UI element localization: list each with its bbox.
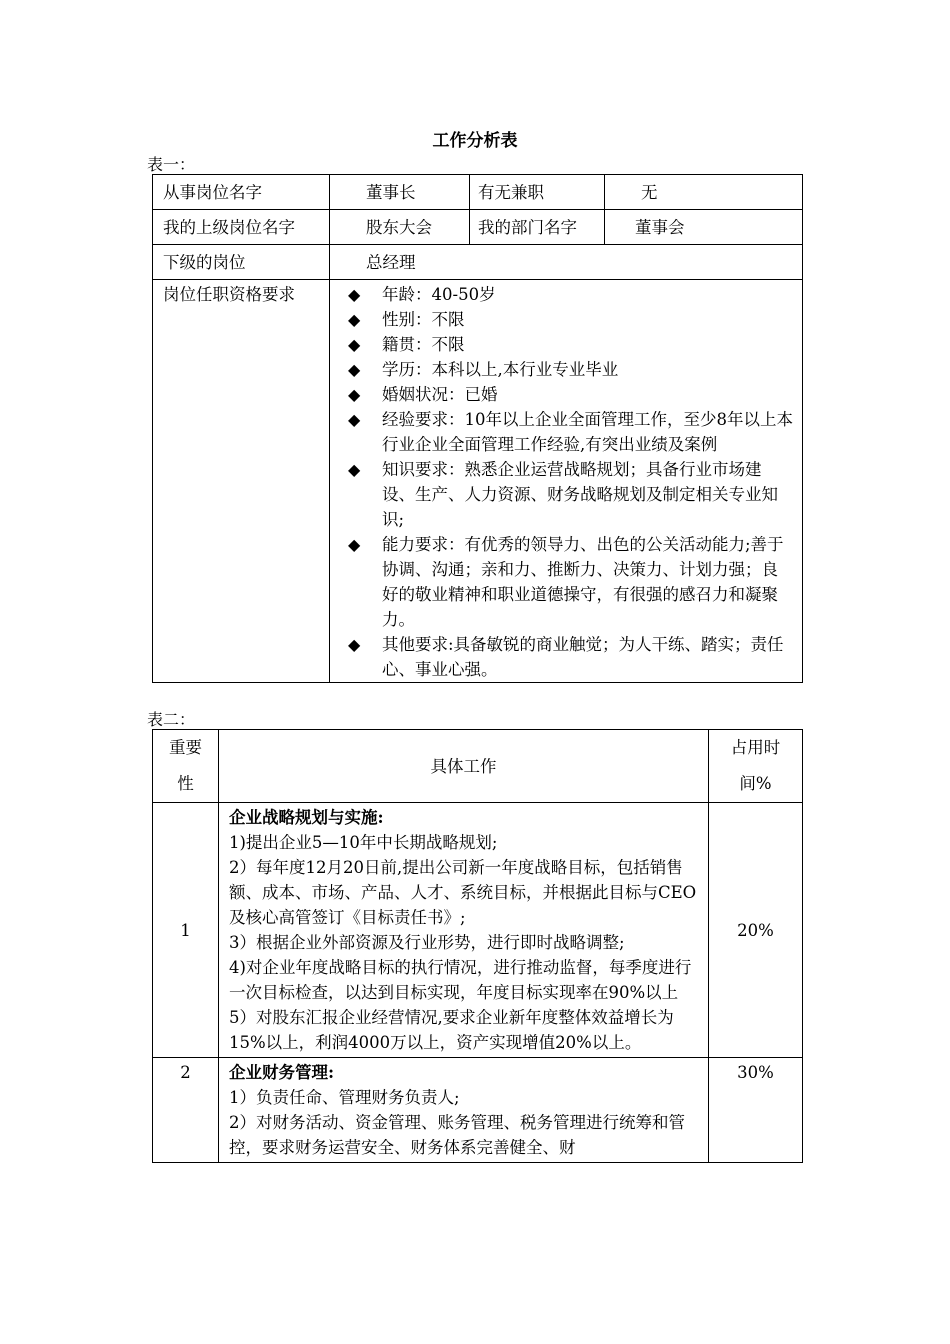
- diamond-bullet-icon: ◆: [348, 360, 361, 379]
- work-line: 1)提出企业5—10年中长期战略规划;: [229, 833, 498, 852]
- diamond-bullet-icon: ◆: [348, 635, 361, 654]
- importance-cell: 2: [153, 1058, 219, 1163]
- requirement-item: [348, 357, 794, 382]
- diamond-bullet-icon: ◆: [348, 385, 361, 404]
- work-header: 具体工作: [219, 730, 709, 803]
- table-row: [153, 803, 803, 1058]
- requirement-item: [348, 332, 794, 357]
- parttime-label: 有无兼职: [470, 175, 605, 210]
- job-info-table: [152, 174, 803, 683]
- dept-value: 董事会: [605, 210, 803, 245]
- requirement-item: [348, 407, 794, 457]
- dept-label: 我的部门名字: [470, 210, 605, 245]
- importance-cell: 1: [153, 803, 219, 1058]
- diamond-bullet-icon: ◆: [348, 310, 361, 329]
- requirement-item: [348, 282, 794, 307]
- requirement-text: 经验要求：10年以上企业全面管理工作，至少8年以上本行业企业全面管理工作经验,有突出业绩及案例: [382, 410, 793, 454]
- requirement-text: 年龄：40-50岁: [382, 285, 496, 304]
- requirement-item: [348, 382, 794, 407]
- requirements-label: 岗位任职资格要求: [153, 280, 330, 683]
- table-row: [153, 1058, 803, 1163]
- table2-caption: 表二：: [147, 710, 196, 729]
- work-cell: [219, 1058, 709, 1163]
- position-label: 从事岗位名字: [153, 175, 330, 210]
- work-heading: 企业战略规划与实施:: [229, 808, 384, 827]
- table-row: [153, 175, 803, 210]
- work-line: 5）对股东汇报企业经营情况,要求企业新年度整体效益增长为15%以上，利润4000万以上，资产实现增值20%以上。: [229, 1008, 674, 1052]
- requirement-item: [348, 632, 794, 682]
- importance-header: 重要性: [153, 730, 219, 803]
- requirements-cell: [330, 280, 803, 683]
- superior-label: 我的上级岗位名字: [153, 210, 330, 245]
- requirement-text: 知识要求：熟悉企业运营战略规划；具备行业市场建设、生产、人力资源、财务战略规划及制定相关专业知识;: [382, 460, 778, 529]
- diamond-bullet-icon: ◆: [348, 535, 361, 554]
- diamond-bullet-icon: ◆: [348, 460, 361, 479]
- work-detail-table: [152, 729, 803, 1163]
- table1-caption: 表一：: [147, 155, 196, 174]
- requirement-text: 学历：本科以上,本行业专业毕业: [382, 360, 619, 379]
- parttime-value: 无: [605, 175, 803, 210]
- work-line: 2）对财务活动、资金管理、账务管理、税务管理进行统筹和管控，要求财务运营安全、财务体系完善健全、财: [229, 1113, 685, 1157]
- table-row: [153, 280, 803, 683]
- diamond-bullet-icon: ◆: [348, 335, 361, 354]
- superior-value: 股东大会: [330, 210, 470, 245]
- document-title: 工作分析表: [432, 131, 518, 151]
- diamond-bullet-icon: ◆: [348, 285, 361, 304]
- table-row: [153, 245, 803, 280]
- requirement-text: 其他要求:具备敏锐的商业触觉；为人干练、踏实；责任心、事业心强。: [382, 635, 784, 679]
- requirement-text: 婚姻状况：已婚: [382, 385, 498, 404]
- requirement-text: 籍贯：不限: [382, 335, 465, 354]
- requirement-item: [348, 532, 794, 632]
- time-cell: 30%: [709, 1058, 803, 1163]
- work-line: 3）根据企业外部资源及行业形势，进行即时战略调整;: [229, 933, 625, 952]
- requirement-item: [348, 457, 794, 532]
- subordinate-value: 总经理: [330, 245, 803, 280]
- header-row: [153, 730, 803, 803]
- diamond-bullet-icon: ◆: [348, 410, 361, 429]
- time-cell: 20%: [709, 803, 803, 1058]
- requirements-list: [330, 280, 802, 682]
- work-line: 4)对企业年度战略目标的执行情况，进行推动监督，每季度进行一次目标检查，以达到目标实现，年度目标实现率在90%以上: [229, 958, 692, 1002]
- work-line: 1）负责任命、管理财务负责人;: [229, 1088, 460, 1107]
- requirement-text: 性别：不限: [382, 310, 465, 329]
- work-line: 2）每年度12月20日前,提出公司新一年度战略目标，包括销售额、成本、市场、产品、人才、系统目标，并根据此目标与CEO及核心高管签订《目标责任书》;: [229, 858, 697, 927]
- work-cell: [219, 803, 709, 1058]
- work-heading: 企业财务管理:: [229, 1063, 335, 1082]
- position-value: 董事长: [330, 175, 470, 210]
- table-row: [153, 210, 803, 245]
- requirement-text: 能力要求：有优秀的领导力、出色的公关活动能力;善于协调、沟通；亲和力、推断力、决策力、计划力强；良好的敬业精神和职业道德操守，有很强的感召力和凝聚力。: [382, 535, 784, 629]
- requirement-item: [348, 307, 794, 332]
- time-header: 占用时间%: [709, 730, 803, 803]
- subordinate-label: 下级的岗位: [153, 245, 330, 280]
